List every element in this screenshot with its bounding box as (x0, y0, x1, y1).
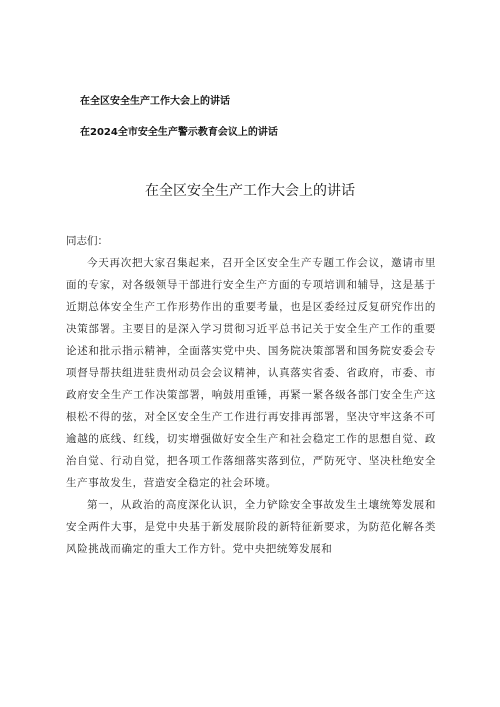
document-title: 在全区安全生产工作大会上的讲话 (145, 183, 355, 199)
body-paragraph: 第一，从政治的高度深化认识，全力铲除安全事故发生土壤统筹发展和安全两件大事，是党中央基于新发展阶段的新特征新要求，为防范化解各类风险挑战而确定的重大工作方针。党中央把统筹发展和 (66, 499, 436, 555)
toc-item[interactable]: 在全区安全生产工作大会上的讲话 (80, 96, 230, 107)
salutation: 同志们： (66, 235, 108, 247)
toc-item[interactable]: 在2024全市安全生产警示教育会议上的讲话 (80, 127, 278, 138)
table-of-contents (80, 95, 440, 157)
body-paragraph: 今天再次把大家召集起来，召开全区安全生产专题工作会议，邀请市里面的专家，对各级领导干部进行安全生产方面的专项培训和辅导，这是基于近期总体安全生产工作形势作出的重要考量，也是区委经过反复研究作出的决策部署。主要目的是深入学习贯彻习近平总书记关于安全生产工作的重要论述和批示指示精神，全面落实党中央、国务院决策部署和国务院安委会专项督导帮扶组进驻贵州动员会会议精神，认真落实省委、省政府，市委、市政府安全生产工作决策部署，响鼓用重锤，再紧一紧各级各部门安全生产这根松不得的弦，对全区安全生产工作进行再安排再部署，坚决守牢这条不可逾越的底线、红线，切实增强做好安全生产和社会稳定工作的思想自觉、政治自觉、行动自觉，把各项工作落细落实落到位，严防死守、坚决杜绝安全生产事故发生，营造安全稳定的社会环境。 (66, 257, 436, 489)
document-body (66, 230, 436, 560)
